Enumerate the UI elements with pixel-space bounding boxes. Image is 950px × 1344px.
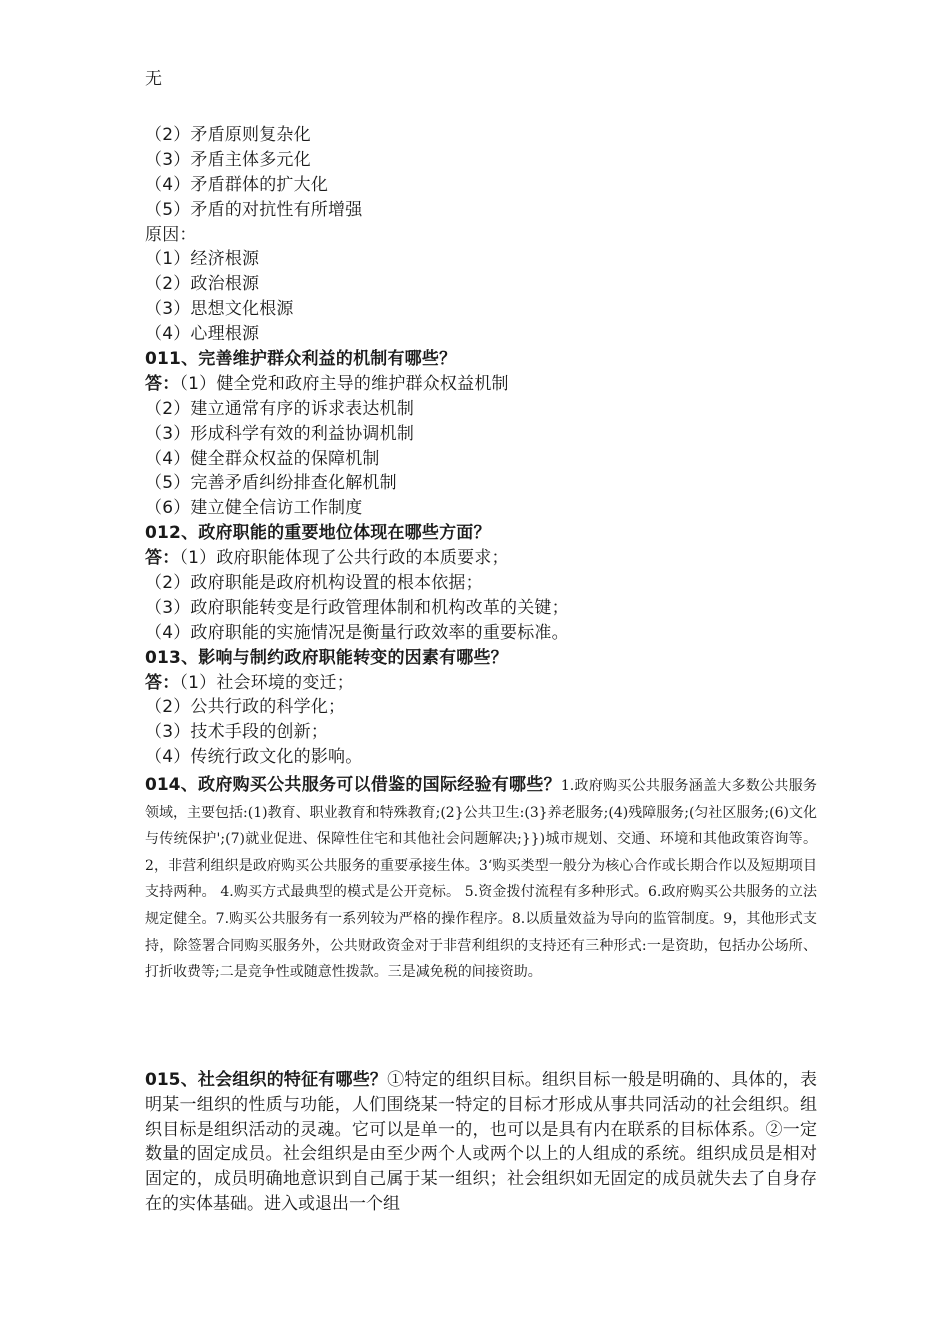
question-015-title: 015、社会组织的特征有哪些？ bbox=[145, 1070, 388, 1090]
text-line bbox=[145, 546, 825, 571]
line-text: （4）政府职能的实施情况是衡量行政效率的重要标准。 bbox=[145, 622, 569, 643]
text-line bbox=[145, 720, 825, 745]
question-heading bbox=[145, 347, 825, 372]
text-line bbox=[145, 247, 825, 272]
text-line bbox=[145, 745, 825, 770]
qa-lines bbox=[145, 123, 825, 770]
line-text: （4）健全群众权益的保障机制 bbox=[145, 448, 380, 469]
question-015-answer: ①特定的组织目标。组织目标一般是明确的、具体的，表明某一组织的性质与功能，人们围绕某一特定的目标才形成从事共同活动的社会组织。组织目标是组织活动的灵魂。它可以是单一的，也可以是具有内在联系的目标体系。②一定数量的固定成员。社会组织是由至少两个人或两个以上的人组成的系统。组织成员是相对固定的，成员明确地意识到自己属于某一组织；社会组织如无固定的成员就失去了自身存在的实体基础。进入或退出一个组 bbox=[145, 1070, 817, 1214]
question-title: 013、影响与制约政府职能转变的因素有哪些？ bbox=[145, 647, 508, 668]
text-line bbox=[145, 471, 825, 496]
line-text: （3）思想文化根源 bbox=[145, 299, 294, 320]
question-heading bbox=[145, 521, 825, 546]
line-text: （1）健全党和政府主导的维护群众权益机制 bbox=[179, 373, 509, 394]
text-line bbox=[145, 272, 825, 297]
line-text: （3）技术手段的创新； bbox=[145, 722, 329, 743]
text-line bbox=[145, 173, 825, 198]
line-text: （5）矛盾的对抗性有所增强 bbox=[145, 199, 363, 220]
text-line bbox=[145, 322, 825, 347]
line-text: （6）建立健全信访工作制度 bbox=[145, 498, 363, 519]
text-line bbox=[145, 695, 825, 720]
question-015-paragraph bbox=[145, 1068, 817, 1217]
line-text: （5）完善矛盾纠纷排查化解机制 bbox=[145, 473, 397, 494]
text-line bbox=[145, 397, 825, 422]
line-text: （3）矛盾主体多元化 bbox=[145, 149, 311, 170]
text-line bbox=[145, 148, 825, 173]
line-text: （2）矛盾原则复杂化 bbox=[145, 125, 311, 145]
text-line bbox=[145, 297, 825, 322]
line-text: （3）形成科学有效的利益协调机制 bbox=[145, 423, 415, 444]
question-title: 011、完善维护群众利益的机制有哪些？ bbox=[145, 349, 457, 370]
line-text: （2）政治根源 bbox=[145, 274, 260, 295]
text-line bbox=[145, 447, 825, 472]
question-014-answer: 1.政府购买公共服务涵盖大多数公共服务领域，主要包括:(1)教育、职业教育和特殊教育;(2}公共卫生:(3}养老服务;(4)残障服务;(匀社区服务;(6)文化与传统保护';(7)就业促进、保障性住宅和其他社会问题解决;}})城市规划、交通、环境和其他政策咨询等。2，非营利组织是政府购买公共服务的重要承接生体。3‘购买类型一般分为核心合作或长期合作以及短期项目支持两种。 4.购买方式最典型的模式是公开竞标。 5.资金拨付流程有多种形式。6.政府购买公共服务的立法规定健全。7.购买公共服务有一系列较为严格的操作程序。8.以质量效益为导向的监管制度。9，其他形式支持，除签署合同购买服务外，公共财政资金对于非营利组织的支持还有三种形式:一是资助，包括办公场所、打折收费等;二是竞争性或随意性拨款。三是减免税的间接资助。 bbox=[145, 778, 817, 981]
text-line bbox=[145, 372, 825, 397]
line-text: （1）政府职能体现了公共行政的本质要求； bbox=[179, 548, 509, 569]
text-line bbox=[145, 198, 825, 223]
line-text: （4）心理根源 bbox=[145, 324, 260, 345]
question-014-title: 014、政府购买公共服务可以借鉴的国际经验有哪些？ bbox=[145, 775, 561, 795]
answer-label: 答： bbox=[145, 548, 180, 569]
answer-label: 答： bbox=[145, 373, 180, 394]
question-title: 012、政府职能的重要地位体现在哪些方面？ bbox=[145, 523, 491, 544]
text-line bbox=[145, 223, 825, 248]
line-text: （1）经济根源 bbox=[145, 249, 260, 270]
page-header: 无 bbox=[145, 69, 162, 89]
line-text: （4）矛盾群体的扩大化 bbox=[145, 174, 329, 195]
text-line bbox=[145, 422, 825, 447]
line-text: （2）建立通常有序的诉求表达机制 bbox=[145, 398, 415, 419]
line-text: 原因： bbox=[145, 224, 197, 245]
answer-label: 答： bbox=[145, 672, 180, 693]
line-text: （3）政府职能转变是行政管理体制和机构改革的关键； bbox=[145, 597, 569, 618]
text-line bbox=[145, 123, 825, 148]
text-line bbox=[145, 596, 825, 621]
line-text: （1）社会环境的变迁； bbox=[179, 672, 354, 693]
line-text: （2）公共行政的科学化； bbox=[145, 697, 346, 718]
line-text: （4）传统行政文化的影响。 bbox=[145, 747, 363, 768]
text-line bbox=[145, 571, 825, 596]
text-line bbox=[145, 496, 825, 521]
question-heading bbox=[145, 646, 825, 671]
text-line bbox=[145, 621, 825, 646]
line-text: （2）政府职能是政府机构设置的根本依据； bbox=[145, 573, 483, 594]
question-014-paragraph bbox=[145, 772, 817, 986]
text-line bbox=[145, 671, 825, 696]
